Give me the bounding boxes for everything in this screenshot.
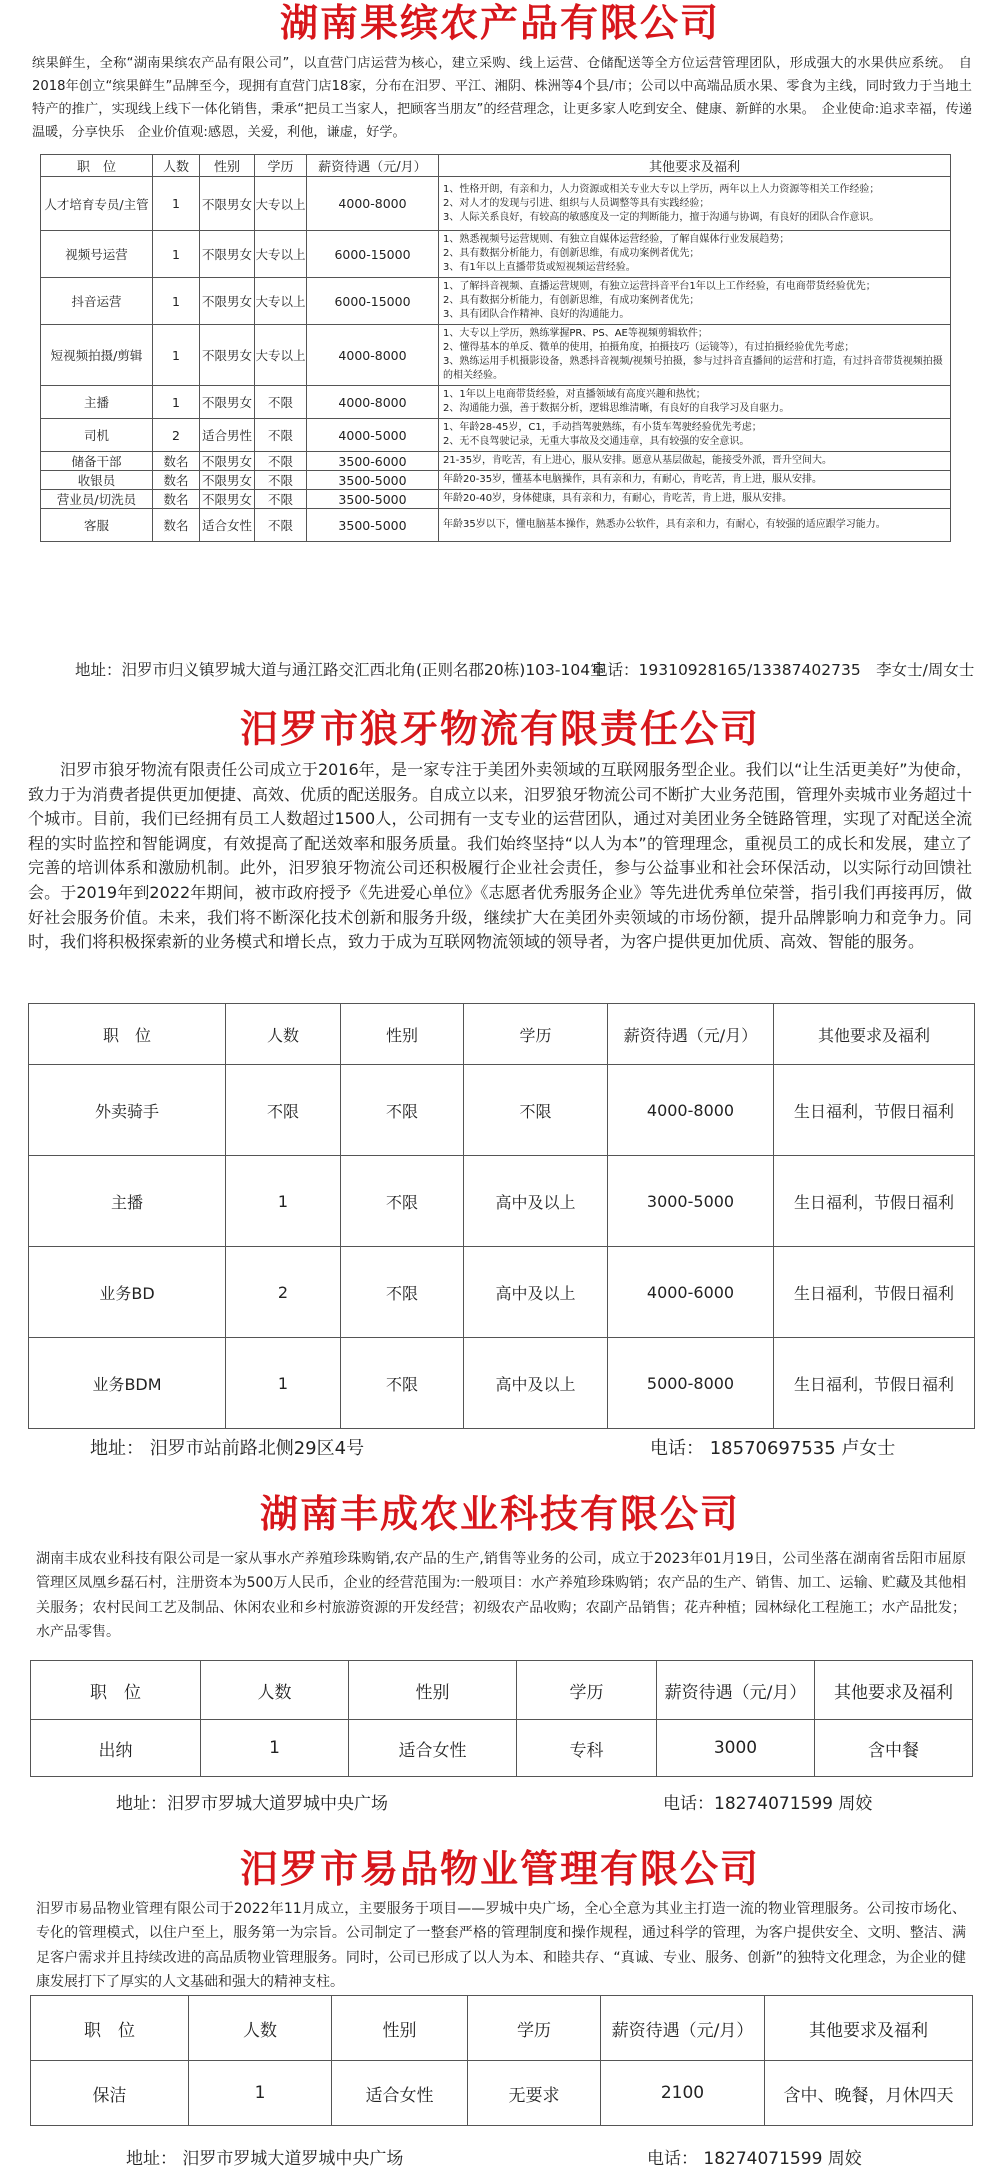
cell-education: 无要求 <box>468 2061 601 2126</box>
header-gender: 性别 <box>349 1661 517 1720</box>
cell-position: 主播 <box>29 1156 226 1247</box>
company-phone: 电话： 18274071599 周姣 <box>647 2149 862 2169</box>
table-row <box>41 278 951 325</box>
cell-gender: 适合女性 <box>349 1720 517 1777</box>
cell-gender: 不限男女 <box>200 490 255 509</box>
header-education: 学历 <box>255 155 307 177</box>
cell-count: 2 <box>153 419 200 452</box>
company-intro: 湖南丰成农业科技有限公司是一家从事水产养殖珍珠购销,农产品的生产,销售等业务的公司，成立于2023年01月19日，公司坐落在湖南省岳阳市屈原管理区凤凰乡磊石村，注册资本为500万人民币，企业的经营范围为:一般项目：水产养殖珍珠购销；农产品的生产、销售、加工、运输、贮藏及其他相关服务；农村民间工艺及制品、休闲农业和乡村旅游资源的开发经营；初级农产品收购；农副产品销售；花卉种植；园林绿化工程施工；水产品批发；水产品零售。 <box>36 1551 966 1641</box>
cell-education: 大专以上 <box>255 278 307 325</box>
cell-position: 储备干部 <box>41 452 153 471</box>
cell-salary: 4000-8000 <box>307 325 439 386</box>
job-table <box>30 1995 973 2126</box>
cell-requirements: 生日福利，节假日福利 <box>774 1156 975 1247</box>
cell-requirements: 1、1年以上电商带货经验，对直播领域有高度兴趣和热忱； 2、沟通能力强，善于数据分析，逻辑思维清晰，有良好的自我学习及自驱力。 <box>439 386 951 419</box>
table-row <box>41 419 951 452</box>
cell-requirements: 年龄35岁以下，懂电脑基本操作，熟悉办公软件，具有亲和力，有耐心，有较强的适应跟学习能力。 <box>439 509 951 542</box>
cell-education: 高中及以上 <box>464 1156 608 1247</box>
cell-count: 1 <box>189 2061 332 2126</box>
cell-count: 1 <box>153 325 200 386</box>
cell-gender: 不限男女 <box>200 386 255 419</box>
table-row <box>29 1156 975 1247</box>
cell-salary: 4000-5000 <box>307 419 439 452</box>
cell-education: 大专以上 <box>255 177 307 231</box>
table-row <box>29 1065 975 1156</box>
cell-education: 大专以上 <box>255 325 307 386</box>
cell-gender: 适合男性 <box>200 419 255 452</box>
table-header-row <box>31 1661 973 1720</box>
company-phone: 电话：19310928165/13387402735 李女士/周女士 <box>592 661 975 679</box>
company-title: 汨罗市狼牙物流有限责任公司 <box>239 707 760 751</box>
header-count: 人数 <box>189 1996 332 2061</box>
cell-salary: 5000-8000 <box>608 1338 774 1429</box>
cell-count: 1 <box>153 278 200 325</box>
cell-requirements: 生日福利，节假日福利 <box>774 1065 975 1156</box>
header-position: 职 位 <box>31 1996 189 2061</box>
cell-position: 外卖骑手 <box>29 1065 226 1156</box>
header-count: 人数 <box>201 1661 349 1720</box>
company-address: 地址：汨罗市罗城大道罗城中央广场 <box>116 1794 388 1814</box>
cell-education: 大专以上 <box>255 231 307 278</box>
cell-requirements: 生日福利，节假日福利 <box>774 1338 975 1429</box>
cell-education: 不限 <box>255 490 307 509</box>
job-table <box>40 154 951 542</box>
cell-salary: 3000-5000 <box>608 1156 774 1247</box>
cell-position: 主播 <box>41 386 153 419</box>
cell-gender: 适合女性 <box>332 2061 468 2126</box>
cell-salary: 3500-6000 <box>307 452 439 471</box>
table-row <box>41 325 951 386</box>
cell-count: 1 <box>201 1720 349 1777</box>
table-row <box>41 471 951 490</box>
job-table <box>30 1660 973 1777</box>
cell-education: 不限 <box>255 509 307 542</box>
cell-gender: 适合女性 <box>200 509 255 542</box>
cell-requirements: 1、年龄28-45岁，C1，手动挡驾驶熟练，有小货车驾驶经验优先考虑； 2、无不良驾驶记录，无重大事故及交通违章，具有较强的安全意识。 <box>439 419 951 452</box>
cell-count: 数名 <box>153 471 200 490</box>
cell-salary: 4000-6000 <box>608 1247 774 1338</box>
cell-education: 不限 <box>255 386 307 419</box>
cell-gender: 不限 <box>341 1065 464 1156</box>
cell-education: 专科 <box>517 1720 657 1777</box>
cell-salary: 4000-8000 <box>608 1065 774 1156</box>
cell-gender: 不限男女 <box>200 231 255 278</box>
cell-requirements: 年龄20-35岁，懂基本电脑操作，具有亲和力，有耐心，肯吃苦，肯上进，服从安排。 <box>439 471 951 490</box>
table-row <box>29 1247 975 1338</box>
cell-position: 司机 <box>41 419 153 452</box>
cell-gender: 不限男女 <box>200 177 255 231</box>
cell-count: 数名 <box>153 452 200 471</box>
company-title: 湖南果缤农产品有限公司 <box>279 1 720 45</box>
cell-education: 不限 <box>255 471 307 490</box>
cell-education: 不限 <box>255 419 307 452</box>
job-table <box>28 1003 975 1429</box>
company-intro: 缤果鲜生，全称“湖南果缤农产品有限公司”，以直营门店运营为核心，建立采购、线上运营、仓储配送等全方位运营管理团队，形成强大的水果供应系统。 自2018年创立“缤果鲜生”品牌至今，现拥有直营门店18家，分布在汨罗、平江、湘阴、株洲等4个县/市；公司以中高端品质水果、零食为主线，同时致力于当地土特产的推广，实现线上线下一体化销售，秉承“把员工当家人，把顾客当朋友”的经营理念，让更多家人吃到安全、健康、新鲜的水果。 企业使命:追求幸福，传递温暖，分享快乐 企业价值观:感恩，关爱，利他，谦虚，好学。 <box>32 56 972 140</box>
cell-position: 营业员/切洗员 <box>41 490 153 509</box>
cell-requirements: 1、性格开朗，有亲和力，人力资源或相关专业大专以上学历，两年以上人力资源等相关工作经验； 2、对人才的发现与引进、组织与人员调整等具有实践经验； 3、人际关系良好，有较高的敏感度及一定的判断能力，擅于沟通与协调，有良好的团队合作意识。 <box>439 177 951 231</box>
cell-count: 不限 <box>226 1065 341 1156</box>
table-row <box>41 177 951 231</box>
table-row <box>41 386 951 419</box>
cell-gender: 不限 <box>341 1156 464 1247</box>
cell-requirements: 含中、晚餐，月休四天 <box>765 2061 973 2126</box>
cell-requirements: 1、大专以上学历，熟练掌握PR、PS、AE等视频剪辑软件； 2、懂得基本的单反、微单的使用，拍摄角度，拍摄技巧（运镜等），有过拍摄经验优先考虑； 3、熟练运用手机摄影设备，熟悉抖音视频/视频号拍摄，参与过抖音直播间的运营和打造，有过抖音带货视频拍摄的相关经验。 <box>439 325 951 386</box>
cell-position: 收银员 <box>41 471 153 490</box>
cell-requirements: 生日福利，节假日福利 <box>774 1247 975 1338</box>
company-title: 汨罗市易品物业管理有限公司 <box>239 1847 760 1891</box>
cell-requirements: 含中餐 <box>815 1720 973 1777</box>
cell-gender: 不限 <box>341 1338 464 1429</box>
cell-salary: 4000-8000 <box>307 386 439 419</box>
table-row <box>29 1338 975 1429</box>
cell-count: 1 <box>153 231 200 278</box>
cell-requirements: 年龄20-40岁，身体健康，具有亲和力，有耐心，肯吃苦，肯上进，服从安排。 <box>439 490 951 509</box>
table-row <box>41 490 951 509</box>
cell-salary: 3500-5000 <box>307 490 439 509</box>
cell-salary: 3500-5000 <box>307 471 439 490</box>
cell-education: 高中及以上 <box>464 1338 608 1429</box>
cell-count: 数名 <box>153 509 200 542</box>
company-address: 地址： 汨罗市罗城大道罗城中央广场 <box>126 2149 404 2169</box>
table-header-row <box>31 1996 973 2061</box>
cell-requirements: 1、熟悉视频号运营规则、有独立自媒体运营经验，了解自媒体行业发展趋势； 2、具有数据分析能力，有创新思维，有成功案例者优先； 3、有1年以上直播带货或短视频运营经验。 <box>439 231 951 278</box>
cell-requirements: 1、了解抖音视频、直播运营规则，有独立运营抖音平台1年以上工作经验，有电商带货经验优先； 2、具有数据分析能力，有创新思维，有成功案例者优先； 3、具有团队合作精神、良好的沟通能力。 <box>439 278 951 325</box>
header-requirements: 其他要求及福利 <box>765 1996 973 2061</box>
company-address: 地址： 汨罗市站前路北侧29区4号 <box>90 1438 365 1459</box>
cell-salary: 2100 <box>601 2061 765 2126</box>
cell-position: 出纳 <box>31 1720 201 1777</box>
header-requirements: 其他要求及福利 <box>439 155 951 177</box>
cell-position: 保洁 <box>31 2061 189 2126</box>
cell-count: 1 <box>153 177 200 231</box>
cell-education: 不限 <box>255 452 307 471</box>
table-row <box>41 452 951 471</box>
cell-position: 短视频拍摄/剪辑 <box>41 325 153 386</box>
cell-salary: 6000-15000 <box>307 231 439 278</box>
cell-count: 2 <box>226 1247 341 1338</box>
table-header-row <box>29 1004 975 1065</box>
cell-gender: 不限 <box>341 1247 464 1338</box>
company-section-guobin <box>0 0 1000 679</box>
company-title: 湖南丰成农业科技有限公司 <box>259 1492 740 1536</box>
cell-count: 1 <box>226 1156 341 1247</box>
header-position: 职 位 <box>41 155 153 177</box>
cell-salary: 3000 <box>657 1720 815 1777</box>
header-gender: 性别 <box>341 1004 464 1065</box>
header-count: 人数 <box>226 1004 341 1065</box>
header-education: 学历 <box>517 1661 657 1720</box>
cell-position: 业务BD <box>29 1247 226 1338</box>
table-row <box>41 231 951 278</box>
company-phone: 电话：18274071599 周姣 <box>663 1794 873 1814</box>
cell-position: 业务BDM <box>29 1338 226 1429</box>
header-education: 学历 <box>468 1996 601 2061</box>
header-salary: 薪资待遇（元/月） <box>608 1004 774 1065</box>
table-header-row <box>41 155 951 177</box>
table-row <box>31 2061 973 2126</box>
cell-position: 人才培育专员/主管 <box>41 177 153 231</box>
header-education: 学历 <box>464 1004 608 1065</box>
company-phone: 电话： 18570697535 卢女士 <box>650 1438 896 1459</box>
cell-gender: 不限男女 <box>200 325 255 386</box>
cell-gender: 不限男女 <box>200 278 255 325</box>
cell-position: 客服 <box>41 509 153 542</box>
header-requirements: 其他要求及福利 <box>815 1661 973 1720</box>
cell-gender: 不限男女 <box>200 471 255 490</box>
cell-count: 1 <box>226 1338 341 1429</box>
cell-education: 高中及以上 <box>464 1247 608 1338</box>
company-intro: 汨罗市狼牙物流有限责任公司成立于2016年，是一家专注于美团外卖领域的互联网服务型企业。我们以“让生活更美好”为使命，致力于为消费者提供更加便捷、高效、优质的配送服务。自成立以来，汨罗狼牙物流公司不断扩大业务范围，管理外卖城市业务超过十个城市。目前，我们已经拥有员工人数超过1500人，公司拥有一支专业的运营团队，通过对美团业务全链路管理，实现了对配送全流程的实时监控和智能调度，有效提高了配送效率和服务质量。我们始终坚持“以人为本”的管理理念，重视员工的成长和发展，建立了完善的培训体系和激励机制。此外，汨罗狼牙物流公司还积极履行企业社会责任，参与公益事业和社会环保活动，以实际行动回馈社会。于2019年到2022年期间，被市政府授予《先进爱心单位》《志愿者优秀服务企业》等先进优秀单位荣誉，指引我们再接再厉，做好社会服务价值。未来，我们将不断深化技术创新和服务升级，继续扩大在美团外卖领域的市场份额，提升品牌影响力和竞争力。同时，我们将积极探索新的业务模式和增长点，致力于成为互联网物流领域的领导者，为客户提供更加优质、高效、智能的服务。 <box>28 760 973 952</box>
header-position: 职 位 <box>29 1004 226 1065</box>
cell-gender: 不限男女 <box>200 452 255 471</box>
cell-salary: 3500-5000 <box>307 509 439 542</box>
cell-position: 抖音运营 <box>41 278 153 325</box>
cell-education: 不限 <box>464 1065 608 1156</box>
cell-salary: 4000-8000 <box>307 177 439 231</box>
header-gender: 性别 <box>332 1996 468 2061</box>
cell-salary: 6000-15000 <box>307 278 439 325</box>
cell-position: 视频号运营 <box>41 231 153 278</box>
cell-requirements: 21-35岁，肯吃苦，有上进心，服从安排。愿意从基层做起，能接受外派，晋升空间大。 <box>439 452 951 471</box>
header-position: 职 位 <box>31 1661 201 1720</box>
header-gender: 性别 <box>200 155 255 177</box>
cell-count: 数名 <box>153 490 200 509</box>
header-salary: 薪资待遇（元/月） <box>307 155 439 177</box>
header-count: 人数 <box>153 155 200 177</box>
header-requirements: 其他要求及福利 <box>774 1004 975 1065</box>
header-salary: 薪资待遇（元/月） <box>657 1661 815 1720</box>
table-row <box>41 509 951 542</box>
company-intro: 汨罗市易品物业管理有限公司于2022年11月成立，主要服务于项目——罗城中央广场，全心全意为其业主打造一流的物业管理服务。公司按市场化、专化的管理模式，以住户至上，服务第一为宗旨。公司制定了一整套严格的管理制度和操作规程，通过科学的管理，为客户提供安全、文明、整洁、满足客户需求并且持续改进的高品质物业管理服务。同时，公司已形成了以人为本、和睦共存、“真诚、专业、服务、创新”的独特文化理念，为企业的健康发展打下了厚实的人文基础和强大的精神支柱。 <box>36 1901 966 1991</box>
company-address: 地址：汨罗市归义镇罗城大道与通江路交汇西北角(正则名郡20栋)103-104室 <box>75 661 606 679</box>
cell-count: 1 <box>153 386 200 419</box>
header-salary: 薪资待遇（元/月） <box>601 1996 765 2061</box>
table-row <box>31 1720 973 1777</box>
